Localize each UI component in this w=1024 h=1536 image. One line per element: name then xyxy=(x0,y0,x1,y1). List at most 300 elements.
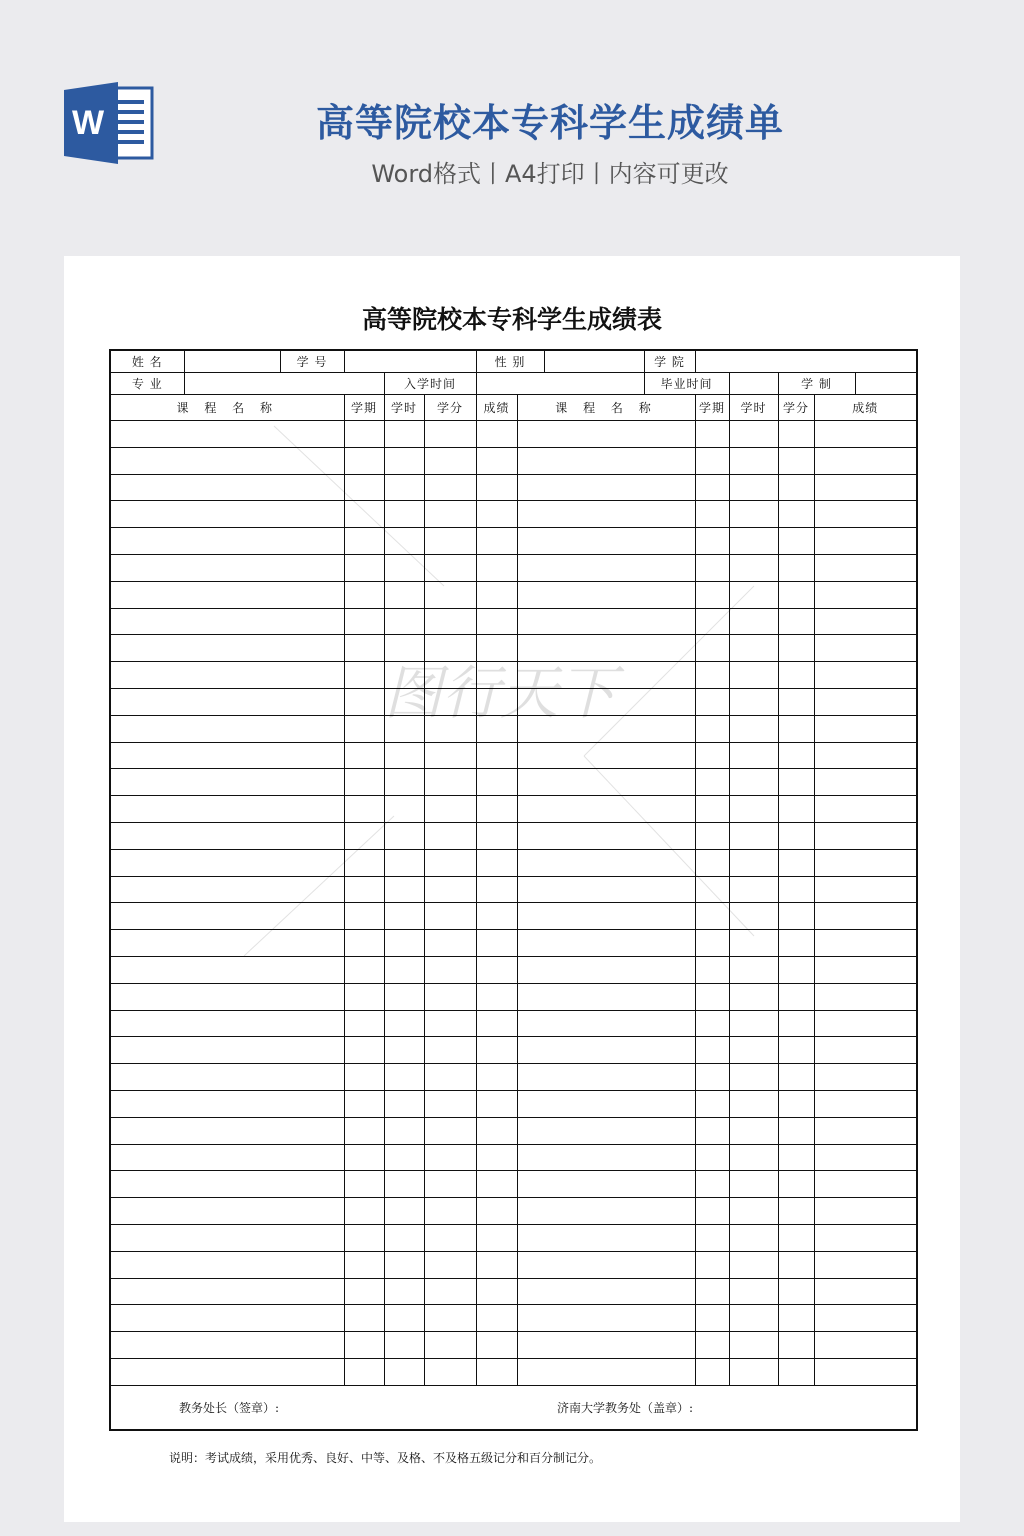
score-cell[interactable] xyxy=(814,581,917,608)
hours-cell[interactable] xyxy=(384,688,424,715)
semester-cell[interactable] xyxy=(344,1198,384,1225)
credits-cell[interactable] xyxy=(778,501,814,528)
hours-cell[interactable] xyxy=(384,608,424,635)
course-name-cell[interactable] xyxy=(110,528,344,555)
course-name-cell[interactable] xyxy=(110,1117,344,1144)
enroll-time-value[interactable] xyxy=(476,373,644,395)
course-name-cell[interactable] xyxy=(517,581,695,608)
course-name-cell[interactable] xyxy=(517,1090,695,1117)
hours-cell[interactable] xyxy=(384,501,424,528)
credits-cell[interactable] xyxy=(778,876,814,903)
semester-cell[interactable] xyxy=(344,715,384,742)
semester-cell[interactable] xyxy=(695,983,729,1010)
hours-cell[interactable] xyxy=(729,1305,778,1332)
course-name-cell[interactable] xyxy=(517,1251,695,1278)
hours-cell[interactable] xyxy=(384,742,424,769)
semester-cell[interactable] xyxy=(695,688,729,715)
score-cell[interactable] xyxy=(476,956,517,983)
semester-cell[interactable] xyxy=(344,1171,384,1198)
course-name-cell[interactable] xyxy=(517,1010,695,1037)
hours-cell[interactable] xyxy=(384,796,424,823)
credits-cell[interactable] xyxy=(778,554,814,581)
credits-cell[interactable] xyxy=(424,983,476,1010)
semester-cell[interactable] xyxy=(695,1198,729,1225)
course-name-cell[interactable] xyxy=(517,1198,695,1225)
score-cell[interactable] xyxy=(476,983,517,1010)
credits-cell[interactable] xyxy=(424,688,476,715)
credits-cell[interactable] xyxy=(778,662,814,689)
score-cell[interactable] xyxy=(814,688,917,715)
semester-cell[interactable] xyxy=(344,796,384,823)
course-name-cell[interactable] xyxy=(517,1064,695,1091)
credits-cell[interactable] xyxy=(778,1090,814,1117)
score-cell[interactable] xyxy=(814,1010,917,1037)
semester-cell[interactable] xyxy=(695,1010,729,1037)
semester-cell[interactable] xyxy=(344,742,384,769)
course-name-cell[interactable] xyxy=(517,983,695,1010)
score-cell[interactable] xyxy=(814,715,917,742)
credits-cell[interactable] xyxy=(424,742,476,769)
credits-cell[interactable] xyxy=(424,662,476,689)
student-id-value[interactable] xyxy=(344,350,476,373)
hours-cell[interactable] xyxy=(729,903,778,930)
score-cell[interactable] xyxy=(814,903,917,930)
course-name-cell[interactable] xyxy=(517,796,695,823)
score-cell[interactable] xyxy=(814,1064,917,1091)
course-name-cell[interactable] xyxy=(517,635,695,662)
hours-cell[interactable] xyxy=(729,447,778,474)
course-name-cell[interactable] xyxy=(110,769,344,796)
hours-cell[interactable] xyxy=(384,876,424,903)
course-name-cell[interactable] xyxy=(110,983,344,1010)
score-cell[interactable] xyxy=(814,421,917,448)
course-name-cell[interactable] xyxy=(110,1144,344,1171)
semester-cell[interactable] xyxy=(695,1305,729,1332)
credits-cell[interactable] xyxy=(424,554,476,581)
credits-cell[interactable] xyxy=(424,1224,476,1251)
score-cell[interactable] xyxy=(814,501,917,528)
semester-cell[interactable] xyxy=(344,1224,384,1251)
score-cell[interactable] xyxy=(814,1144,917,1171)
semester-cell[interactable] xyxy=(344,1278,384,1305)
credits-cell[interactable] xyxy=(778,1358,814,1385)
name-value[interactable] xyxy=(184,350,280,373)
hours-cell[interactable] xyxy=(729,581,778,608)
semester-cell[interactable] xyxy=(695,1117,729,1144)
score-cell[interactable] xyxy=(476,1037,517,1064)
credits-cell[interactable] xyxy=(778,1198,814,1225)
hours-cell[interactable] xyxy=(729,608,778,635)
credits-cell[interactable] xyxy=(778,742,814,769)
credits-cell[interactable] xyxy=(778,930,814,957)
hours-cell[interactable] xyxy=(729,501,778,528)
hours-cell[interactable] xyxy=(729,1278,778,1305)
hours-cell[interactable] xyxy=(384,1251,424,1278)
semester-cell[interactable] xyxy=(695,876,729,903)
hours-cell[interactable] xyxy=(729,796,778,823)
semester-cell[interactable] xyxy=(344,608,384,635)
semester-cell[interactable] xyxy=(344,983,384,1010)
score-cell[interactable] xyxy=(476,742,517,769)
hours-cell[interactable] xyxy=(729,742,778,769)
credits-cell[interactable] xyxy=(424,581,476,608)
score-cell[interactable] xyxy=(814,876,917,903)
score-cell[interactable] xyxy=(476,1064,517,1091)
semester-cell[interactable] xyxy=(344,662,384,689)
hours-cell[interactable] xyxy=(384,1332,424,1359)
hours-cell[interactable] xyxy=(729,876,778,903)
course-name-cell[interactable] xyxy=(517,1037,695,1064)
score-cell[interactable] xyxy=(814,1278,917,1305)
course-name-cell[interactable] xyxy=(517,769,695,796)
hours-cell[interactable] xyxy=(384,1171,424,1198)
credits-cell[interactable] xyxy=(424,849,476,876)
hours-cell[interactable] xyxy=(384,956,424,983)
score-cell[interactable] xyxy=(476,528,517,555)
score-cell[interactable] xyxy=(814,956,917,983)
course-name-cell[interactable] xyxy=(110,1171,344,1198)
course-name-cell[interactable] xyxy=(110,1037,344,1064)
credits-cell[interactable] xyxy=(778,903,814,930)
course-name-cell[interactable] xyxy=(517,662,695,689)
hours-cell[interactable] xyxy=(384,554,424,581)
credits-cell[interactable] xyxy=(778,1144,814,1171)
credits-cell[interactable] xyxy=(424,421,476,448)
score-cell[interactable] xyxy=(476,662,517,689)
score-cell[interactable] xyxy=(814,554,917,581)
semester-cell[interactable] xyxy=(344,956,384,983)
semester-cell[interactable] xyxy=(695,1332,729,1359)
score-cell[interactable] xyxy=(814,1171,917,1198)
score-cell[interactable] xyxy=(476,822,517,849)
course-name-cell[interactable] xyxy=(110,688,344,715)
hours-cell[interactable] xyxy=(729,554,778,581)
score-cell[interactable] xyxy=(476,635,517,662)
course-name-cell[interactable] xyxy=(110,930,344,957)
course-name-cell[interactable] xyxy=(517,688,695,715)
hours-cell[interactable] xyxy=(729,983,778,1010)
credits-cell[interactable] xyxy=(424,635,476,662)
semester-cell[interactable] xyxy=(695,1251,729,1278)
score-cell[interactable] xyxy=(476,1224,517,1251)
score-cell[interactable] xyxy=(814,447,917,474)
course-name-cell[interactable] xyxy=(517,1358,695,1385)
course-name-cell[interactable] xyxy=(517,1278,695,1305)
hours-cell[interactable] xyxy=(384,1144,424,1171)
semester-cell[interactable] xyxy=(344,1064,384,1091)
score-cell[interactable] xyxy=(476,1198,517,1225)
course-name-cell[interactable] xyxy=(517,501,695,528)
credits-cell[interactable] xyxy=(778,983,814,1010)
hours-cell[interactable] xyxy=(729,1090,778,1117)
credits-cell[interactable] xyxy=(778,1064,814,1091)
credits-cell[interactable] xyxy=(424,1358,476,1385)
semester-cell[interactable] xyxy=(344,447,384,474)
hours-cell[interactable] xyxy=(384,447,424,474)
credits-cell[interactable] xyxy=(424,1037,476,1064)
hours-cell[interactable] xyxy=(729,956,778,983)
course-name-cell[interactable] xyxy=(110,1198,344,1225)
semester-cell[interactable] xyxy=(695,1037,729,1064)
course-name-cell[interactable] xyxy=(517,715,695,742)
credits-cell[interactable] xyxy=(778,1224,814,1251)
hours-cell[interactable] xyxy=(384,769,424,796)
semester-cell[interactable] xyxy=(695,1171,729,1198)
hours-cell[interactable] xyxy=(384,1224,424,1251)
credits-cell[interactable] xyxy=(778,1010,814,1037)
credits-cell[interactable] xyxy=(424,1064,476,1091)
score-cell[interactable] xyxy=(814,1251,917,1278)
course-name-cell[interactable] xyxy=(517,1332,695,1359)
semester-cell[interactable] xyxy=(344,1251,384,1278)
semester-cell[interactable] xyxy=(344,688,384,715)
course-name-cell[interactable] xyxy=(110,1010,344,1037)
credits-cell[interactable] xyxy=(424,956,476,983)
hours-cell[interactable] xyxy=(384,662,424,689)
credits-cell[interactable] xyxy=(778,688,814,715)
hours-cell[interactable] xyxy=(384,581,424,608)
hours-cell[interactable] xyxy=(384,983,424,1010)
course-name-cell[interactable] xyxy=(110,1090,344,1117)
hours-cell[interactable] xyxy=(729,930,778,957)
course-name-cell[interactable] xyxy=(517,1305,695,1332)
score-cell[interactable] xyxy=(476,447,517,474)
semester-cell[interactable] xyxy=(344,528,384,555)
hours-cell[interactable] xyxy=(729,1171,778,1198)
hours-cell[interactable] xyxy=(384,528,424,555)
course-name-cell[interactable] xyxy=(517,474,695,501)
semester-cell[interactable] xyxy=(344,849,384,876)
semester-cell[interactable] xyxy=(695,635,729,662)
credits-cell[interactable] xyxy=(778,528,814,555)
course-name-cell[interactable] xyxy=(517,903,695,930)
credits-cell[interactable] xyxy=(424,930,476,957)
course-name-cell[interactable] xyxy=(517,1171,695,1198)
course-name-cell[interactable] xyxy=(110,1358,344,1385)
course-name-cell[interactable] xyxy=(517,447,695,474)
course-name-cell[interactable] xyxy=(517,1144,695,1171)
hours-cell[interactable] xyxy=(729,421,778,448)
credits-cell[interactable] xyxy=(424,1010,476,1037)
credits-cell[interactable] xyxy=(778,1278,814,1305)
credits-cell[interactable] xyxy=(778,796,814,823)
credits-cell[interactable] xyxy=(778,608,814,635)
hours-cell[interactable] xyxy=(729,769,778,796)
score-cell[interactable] xyxy=(814,930,917,957)
score-cell[interactable] xyxy=(814,662,917,689)
score-cell[interactable] xyxy=(476,1278,517,1305)
credits-cell[interactable] xyxy=(778,447,814,474)
course-name-cell[interactable] xyxy=(517,528,695,555)
course-name-cell[interactable] xyxy=(517,554,695,581)
credits-cell[interactable] xyxy=(778,715,814,742)
credits-cell[interactable] xyxy=(424,447,476,474)
score-cell[interactable] xyxy=(476,474,517,501)
credits-cell[interactable] xyxy=(424,501,476,528)
credits-cell[interactable] xyxy=(778,1037,814,1064)
credits-cell[interactable] xyxy=(778,581,814,608)
course-name-cell[interactable] xyxy=(517,421,695,448)
credits-cell[interactable] xyxy=(424,1305,476,1332)
credits-cell[interactable] xyxy=(778,769,814,796)
hours-cell[interactable] xyxy=(729,1010,778,1037)
hours-cell[interactable] xyxy=(384,1010,424,1037)
course-name-cell[interactable] xyxy=(110,1251,344,1278)
semester-cell[interactable] xyxy=(695,421,729,448)
college-value[interactable] xyxy=(695,350,917,373)
hours-cell[interactable] xyxy=(384,1358,424,1385)
score-cell[interactable] xyxy=(476,1117,517,1144)
semester-cell[interactable] xyxy=(344,822,384,849)
score-cell[interactable] xyxy=(476,715,517,742)
course-name-cell[interactable] xyxy=(110,1278,344,1305)
hours-cell[interactable] xyxy=(384,474,424,501)
semester-cell[interactable] xyxy=(695,1144,729,1171)
course-name-cell[interactable] xyxy=(110,796,344,823)
score-cell[interactable] xyxy=(814,742,917,769)
hours-cell[interactable] xyxy=(384,930,424,957)
course-name-cell[interactable] xyxy=(517,608,695,635)
score-cell[interactable] xyxy=(476,1251,517,1278)
hours-cell[interactable] xyxy=(729,1332,778,1359)
credits-cell[interactable] xyxy=(424,1198,476,1225)
hours-cell[interactable] xyxy=(384,1117,424,1144)
course-name-cell[interactable] xyxy=(110,956,344,983)
score-cell[interactable] xyxy=(476,1171,517,1198)
course-name-cell[interactable] xyxy=(110,1305,344,1332)
course-name-cell[interactable] xyxy=(110,447,344,474)
semester-cell[interactable] xyxy=(695,903,729,930)
credits-cell[interactable] xyxy=(778,1332,814,1359)
score-cell[interactable] xyxy=(476,769,517,796)
credits-cell[interactable] xyxy=(424,796,476,823)
credits-cell[interactable] xyxy=(424,1251,476,1278)
course-name-cell[interactable] xyxy=(110,554,344,581)
semester-cell[interactable] xyxy=(695,769,729,796)
score-cell[interactable] xyxy=(814,769,917,796)
score-cell[interactable] xyxy=(476,1305,517,1332)
hours-cell[interactable] xyxy=(729,1224,778,1251)
credits-cell[interactable] xyxy=(424,769,476,796)
course-name-cell[interactable] xyxy=(517,1117,695,1144)
score-cell[interactable] xyxy=(476,1090,517,1117)
hours-cell[interactable] xyxy=(384,1198,424,1225)
course-name-cell[interactable] xyxy=(110,608,344,635)
hours-cell[interactable] xyxy=(729,849,778,876)
course-name-cell[interactable] xyxy=(110,1064,344,1091)
course-name-cell[interactable] xyxy=(110,474,344,501)
course-name-cell[interactable] xyxy=(110,742,344,769)
credits-cell[interactable] xyxy=(424,903,476,930)
semester-cell[interactable] xyxy=(344,930,384,957)
hours-cell[interactable] xyxy=(729,528,778,555)
course-name-cell[interactable] xyxy=(110,715,344,742)
semester-cell[interactable] xyxy=(344,1117,384,1144)
semester-cell[interactable] xyxy=(695,1064,729,1091)
gender-value[interactable] xyxy=(544,350,644,373)
semester-cell[interactable] xyxy=(695,1224,729,1251)
director-signature[interactable]: 教务处长（签章）: xyxy=(110,1385,517,1430)
score-cell[interactable] xyxy=(476,554,517,581)
score-cell[interactable] xyxy=(476,930,517,957)
course-name-cell[interactable] xyxy=(110,635,344,662)
course-name-cell[interactable] xyxy=(110,581,344,608)
hours-cell[interactable] xyxy=(729,822,778,849)
semester-cell[interactable] xyxy=(344,635,384,662)
score-cell[interactable] xyxy=(476,688,517,715)
credits-cell[interactable] xyxy=(424,822,476,849)
credits-cell[interactable] xyxy=(424,1144,476,1171)
hours-cell[interactable] xyxy=(384,849,424,876)
semester-cell[interactable] xyxy=(344,1358,384,1385)
semester-cell[interactable] xyxy=(344,903,384,930)
credits-cell[interactable] xyxy=(424,528,476,555)
hours-cell[interactable] xyxy=(384,1278,424,1305)
credits-cell[interactable] xyxy=(778,1305,814,1332)
course-name-cell[interactable] xyxy=(517,822,695,849)
credits-cell[interactable] xyxy=(778,956,814,983)
score-cell[interactable] xyxy=(814,983,917,1010)
semester-cell[interactable] xyxy=(695,608,729,635)
score-cell[interactable] xyxy=(476,1358,517,1385)
score-cell[interactable] xyxy=(814,1037,917,1064)
semester-cell[interactable] xyxy=(695,501,729,528)
hours-cell[interactable] xyxy=(729,1064,778,1091)
credits-cell[interactable] xyxy=(424,1171,476,1198)
semester-cell[interactable] xyxy=(695,581,729,608)
credits-cell[interactable] xyxy=(424,608,476,635)
score-cell[interactable] xyxy=(476,1144,517,1171)
credits-cell[interactable] xyxy=(424,876,476,903)
semester-cell[interactable] xyxy=(695,474,729,501)
course-name-cell[interactable] xyxy=(110,876,344,903)
semester-cell[interactable] xyxy=(695,1278,729,1305)
hours-cell[interactable] xyxy=(384,1064,424,1091)
score-cell[interactable] xyxy=(814,1358,917,1385)
score-cell[interactable] xyxy=(476,849,517,876)
semester-cell[interactable] xyxy=(344,474,384,501)
semester-cell[interactable] xyxy=(344,554,384,581)
course-name-cell[interactable] xyxy=(110,421,344,448)
hours-cell[interactable] xyxy=(384,903,424,930)
credits-cell[interactable] xyxy=(424,1117,476,1144)
hours-cell[interactable] xyxy=(729,1037,778,1064)
course-name-cell[interactable] xyxy=(110,501,344,528)
course-name-cell[interactable] xyxy=(517,1224,695,1251)
score-cell[interactable] xyxy=(476,421,517,448)
semester-cell[interactable] xyxy=(695,930,729,957)
credits-cell[interactable] xyxy=(778,474,814,501)
semester-cell[interactable] xyxy=(695,796,729,823)
score-cell[interactable] xyxy=(476,796,517,823)
course-name-cell[interactable] xyxy=(110,1332,344,1359)
semester-cell[interactable] xyxy=(695,447,729,474)
score-cell[interactable] xyxy=(476,581,517,608)
hours-cell[interactable] xyxy=(729,1198,778,1225)
duration-value[interactable] xyxy=(855,373,917,395)
score-cell[interactable] xyxy=(814,796,917,823)
hours-cell[interactable] xyxy=(384,1305,424,1332)
semester-cell[interactable] xyxy=(695,1358,729,1385)
score-cell[interactable] xyxy=(476,501,517,528)
hours-cell[interactable] xyxy=(384,715,424,742)
score-cell[interactable] xyxy=(814,1332,917,1359)
hours-cell[interactable] xyxy=(384,1037,424,1064)
score-cell[interactable] xyxy=(814,474,917,501)
score-cell[interactable] xyxy=(476,1010,517,1037)
semester-cell[interactable] xyxy=(695,662,729,689)
semester-cell[interactable] xyxy=(344,1144,384,1171)
